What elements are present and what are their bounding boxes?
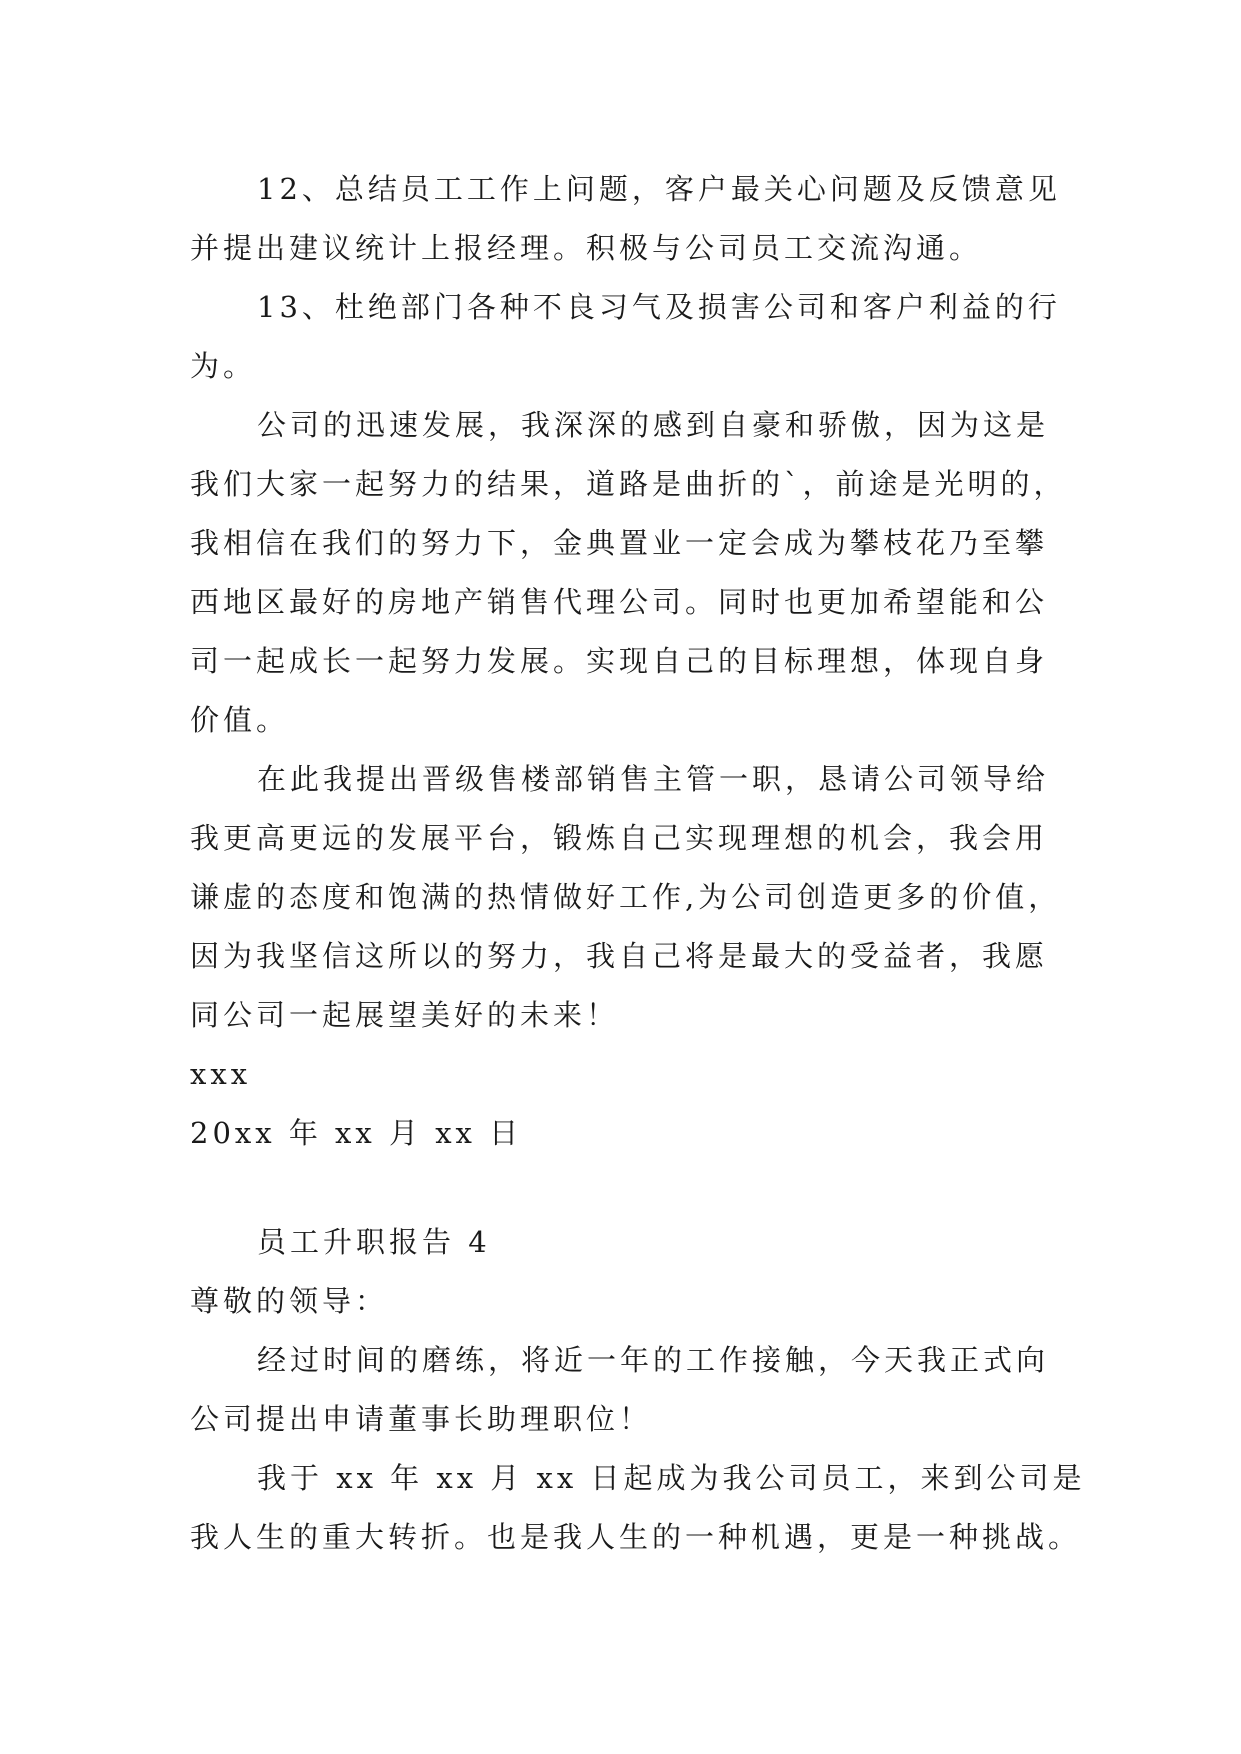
paragraph-line: 我更高更远的发展平台，锻炼自己实现理想的机会，我会用: [190, 821, 1049, 855]
paragraph-line: 我人生的重大转折。也是我人生的一种机遇，更是一种挑战。: [190, 1520, 1082, 1554]
paragraph-line: 我们大家一起努力的结果，道路是曲折的`，前途是光明的，: [190, 467, 1067, 501]
paragraph-line: 经过时间的磨练，将近一年的工作接触，今天我正式向: [257, 1343, 1050, 1377]
paragraph-line: 同公司一起展望美好的未来！: [190, 998, 620, 1032]
paragraph-line: 并提出建议统计上报经理。积极与公司员工交流沟通。: [190, 231, 983, 265]
paragraph-line: 在此我提出晋级售楼部销售主管一职，恳请公司领导给: [257, 762, 1050, 796]
paragraph-line: 因为我坚信这所以的努力，我自己将是最大的受益者，我愿: [190, 939, 1049, 973]
paragraph-line: 13、杜绝部门各种不良习气及损害公司和客户利益的行: [257, 290, 1061, 324]
paragraph-line: 12、总结员工工作上问题，客户最关心问题及反馈意见: [257, 172, 1061, 206]
paragraph-line: 公司提出申请董事长助理职位！: [190, 1402, 653, 1436]
signature-name: xxx: [190, 1057, 252, 1091]
paragraph-line: 我相信在我们的努力下，金典置业一定会成为攀枝花乃至攀: [190, 526, 1049, 560]
paragraph-line: 为。: [190, 349, 257, 383]
paragraph-line: 西地区最好的房地产销售代理公司。同时也更加希望能和公: [190, 585, 1049, 619]
paragraph-line: 价值。: [190, 703, 290, 737]
paragraph-line: 公司的迅速发展，我深深的感到自豪和骄傲，因为这是: [257, 408, 1050, 442]
signature-date: 20xx 年 xx 月 xx 日: [190, 1116, 523, 1150]
document-page: [190, 160, 1086, 1567]
paragraph-line: 谦虚的态度和饱满的热情做好工作,为公司创造更多的价值，: [190, 880, 1062, 914]
section-spacer: [190, 1163, 1052, 1213]
section-title: 员工升职报告 4: [257, 1225, 491, 1259]
salutation: 尊敬的领导：: [190, 1284, 389, 1318]
paragraph-line: 司一起成长一起努力发展。实现自己的目标理想，体现自身: [190, 644, 1049, 678]
paragraph-line: 我于 xx 年 xx 月 xx 日起成为我公司员工，来到公司是: [257, 1461, 1086, 1495]
